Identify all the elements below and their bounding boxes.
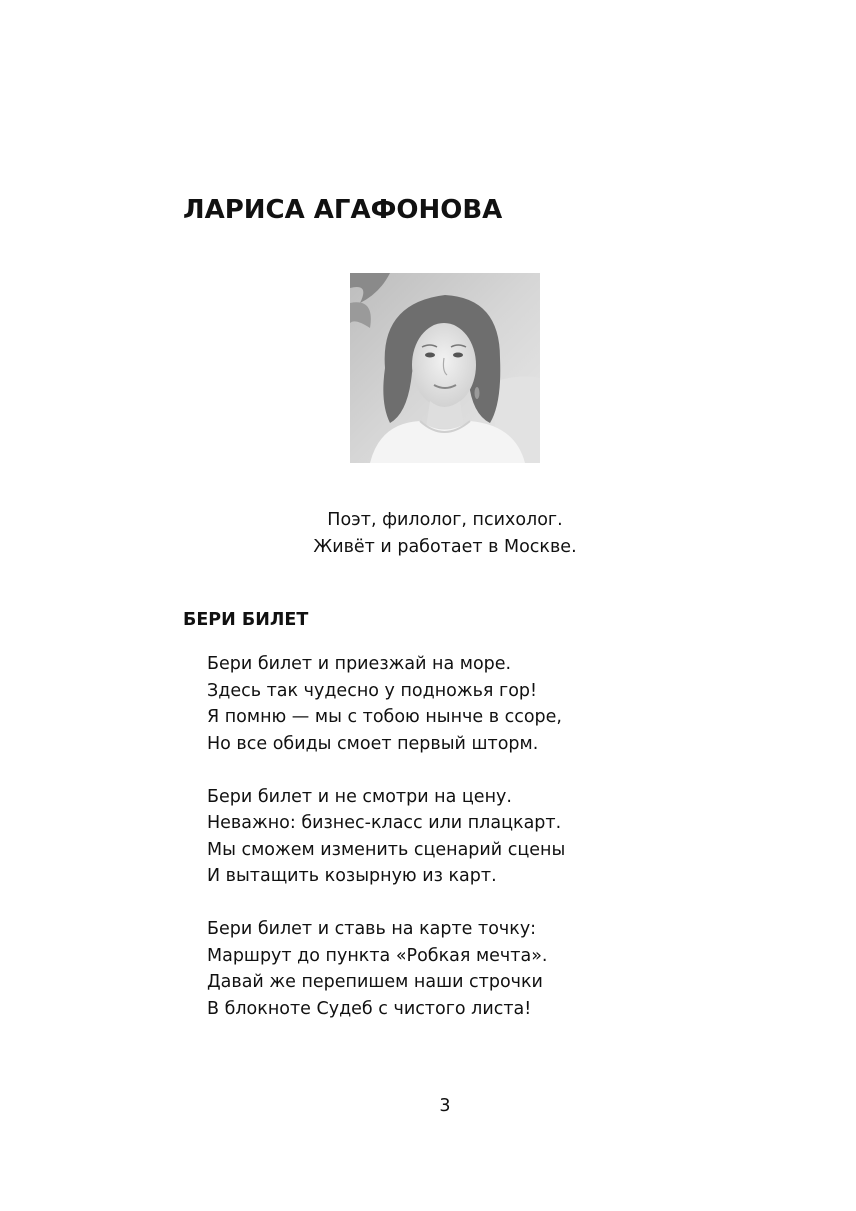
bio-line: Поэт, филолог, психолог. xyxy=(327,510,563,530)
portrait-photo-icon xyxy=(350,273,540,463)
poem-line: Но все обиды смоет первый шторм. xyxy=(207,733,539,754)
author-bio xyxy=(300,507,590,561)
poem-line: Мы сможем изменить сценарий сцены xyxy=(207,839,566,860)
poem-line: Маршрут до пункта «Робкая мечта». xyxy=(207,945,548,966)
stanza xyxy=(207,916,565,1022)
page-number: 3 xyxy=(439,1096,451,1116)
poem-line: Неважно: бизнес-класс или плацкарт. xyxy=(207,813,562,833)
poem-line: Я помню — мы с тобою нынче в ссоре, xyxy=(207,707,562,727)
poem-title: БЕРИ БИЛЕТ xyxy=(183,610,309,630)
poem-line: В блокноте Судеб с чистого листа! xyxy=(207,998,532,1019)
bio-line: Живёт и работает в Москве. xyxy=(313,537,577,557)
poem-body xyxy=(207,651,565,1049)
author-portrait xyxy=(350,273,540,463)
author-name: ЛАРИСА АГАФОНОВА xyxy=(183,195,503,225)
stanza xyxy=(207,784,565,890)
poem-line: Бери билет и не смотри на цену. xyxy=(207,786,512,807)
poem-line: Давай же перепишем наши строчки xyxy=(207,972,543,992)
poem-line: И вытащить козырную из карт. xyxy=(207,866,497,886)
stanza xyxy=(207,651,565,757)
poem-line: Здесь так чудесно у подножья гор! xyxy=(207,680,538,701)
poem-line: Бери билет и приезжай на море. xyxy=(207,654,512,674)
poem-line: Бери билет и ставь на карте точку: xyxy=(207,919,537,939)
